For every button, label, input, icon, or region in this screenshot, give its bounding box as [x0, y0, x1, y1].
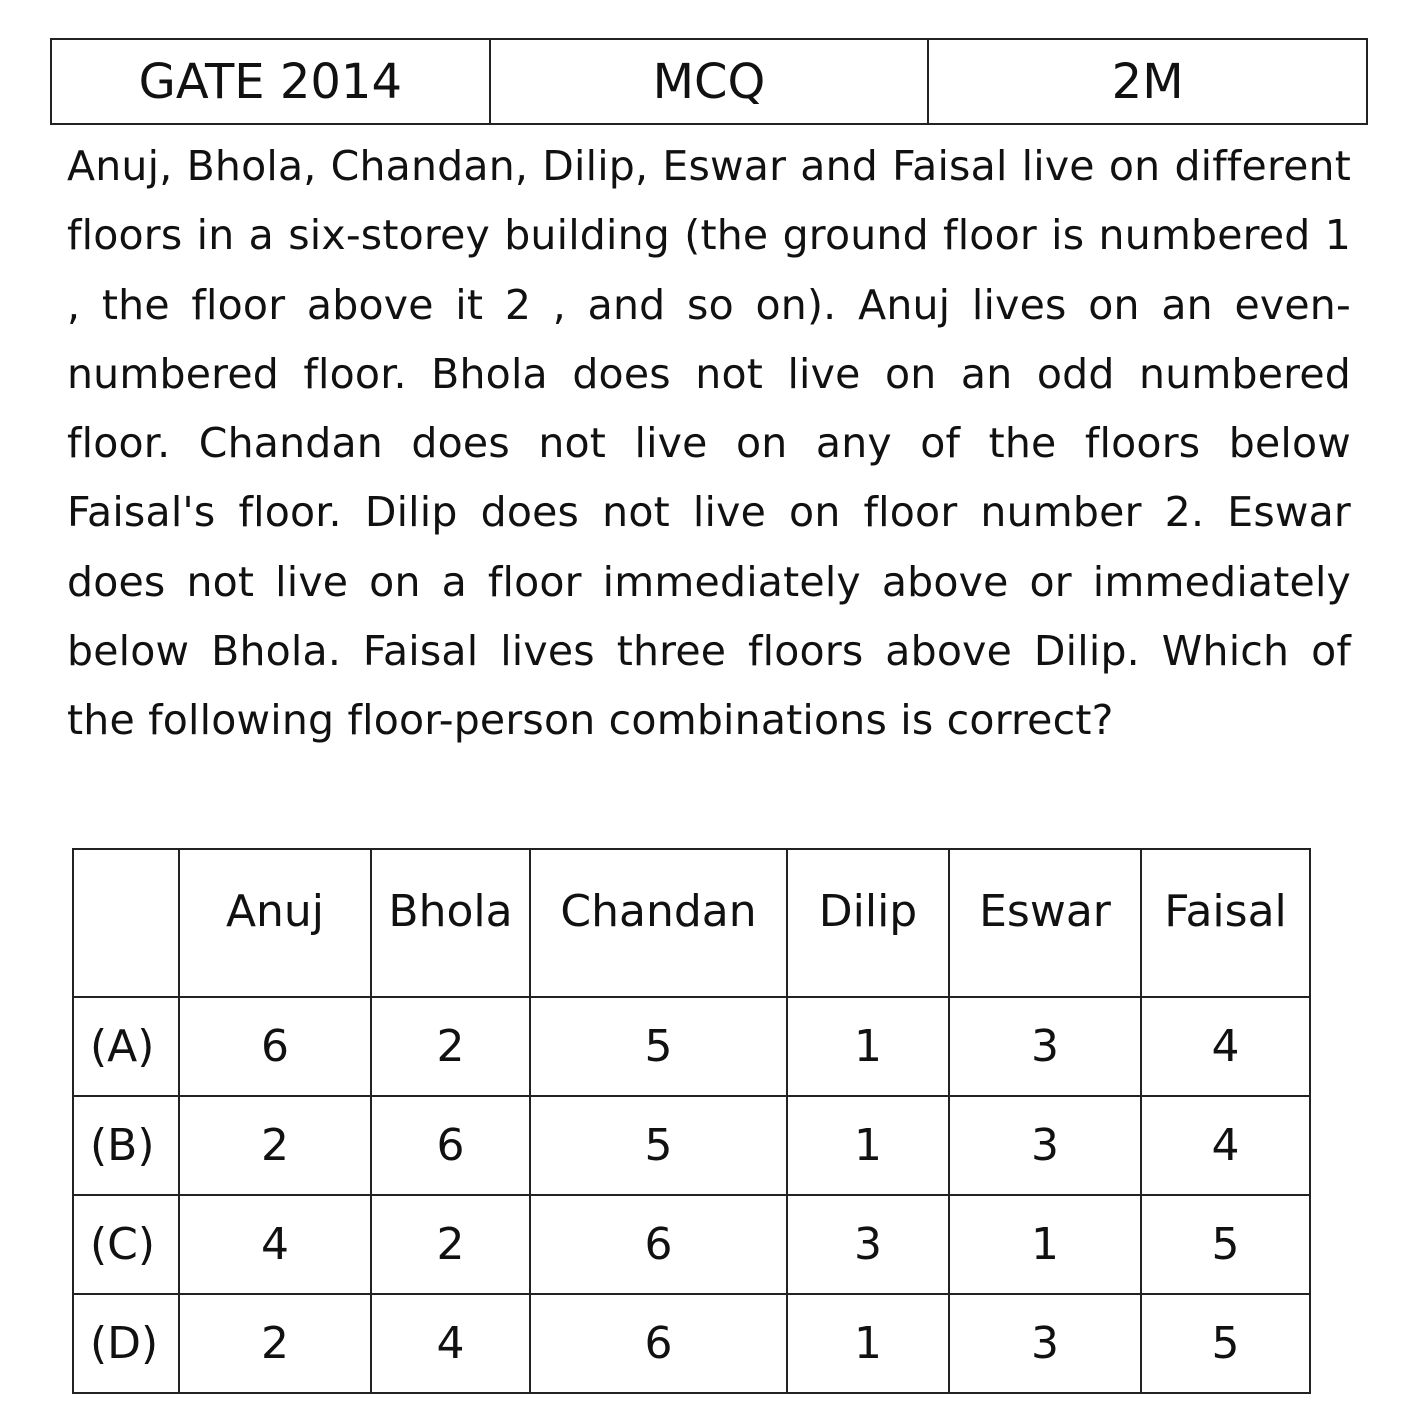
column-header-blank — [73, 849, 179, 997]
question-text: Anuj, Bhola, Chandan, Dilip, Eswar and Faisal live on different floors in a six-storey building (the ground floor is numbered 1 , the floor above it 2 , and so on). Anuj lives on an even-numbered floor. Bhola does not live on an odd numbered floor. Chandan does not live on any of the floors below Faisal's floor. Dilip does not live on floor number 2. Eswar does not live on a floor immediately above or immediately below Bhola. Faisal lives three floors above Dilip. Which of the following floor-person combinations is correct? — [67, 142, 1351, 745]
table-cell: 5 — [530, 1096, 787, 1195]
table-cell: 5 — [1141, 1195, 1310, 1294]
column-header-bhola: Bhola — [371, 849, 530, 997]
question-header — [50, 38, 1368, 125]
table-cell: 6 — [530, 1195, 787, 1294]
column-header-eswar: Eswar — [949, 849, 1141, 997]
table-cell: 4 — [1141, 997, 1310, 1096]
table-cell: 3 — [949, 1096, 1141, 1195]
option-row-b — [73, 1096, 1310, 1195]
options-header-row — [73, 849, 1310, 997]
column-header-dilip: Dilip — [787, 849, 949, 997]
table-cell: 6 — [530, 1294, 787, 1393]
table-cell: 3 — [949, 997, 1141, 1096]
options-table — [72, 848, 1311, 1394]
table-cell: 1 — [787, 997, 949, 1096]
option-label: (C) — [73, 1195, 179, 1294]
table-cell: 2 — [179, 1096, 371, 1195]
table-cell: 5 — [1141, 1294, 1310, 1393]
column-header-anuj: Anuj — [179, 849, 371, 997]
table-cell: 1 — [787, 1294, 949, 1393]
table-cell: 6 — [371, 1096, 530, 1195]
table-cell: 5 — [530, 997, 787, 1096]
option-label: (B) — [73, 1096, 179, 1195]
exam-name: GATE 2014 — [51, 39, 490, 124]
option-row-d — [73, 1294, 1310, 1393]
table-cell: 2 — [371, 997, 530, 1096]
table-cell: 2 — [179, 1294, 371, 1393]
table-cell: 1 — [787, 1096, 949, 1195]
option-label: (D) — [73, 1294, 179, 1393]
option-row-a — [73, 997, 1310, 1096]
table-cell: 4 — [371, 1294, 530, 1393]
table-cell: 4 — [1141, 1096, 1310, 1195]
table-cell: 3 — [949, 1294, 1141, 1393]
question-marks: 2M — [928, 39, 1367, 124]
option-row-c — [73, 1195, 1310, 1294]
table-cell: 3 — [787, 1195, 949, 1294]
table-cell: 4 — [179, 1195, 371, 1294]
table-cell: 1 — [949, 1195, 1141, 1294]
option-label: (A) — [73, 997, 179, 1096]
table-cell: 6 — [179, 997, 371, 1096]
question-type: MCQ — [490, 39, 929, 124]
table-cell: 2 — [371, 1195, 530, 1294]
header-row — [51, 39, 1367, 124]
column-header-faisal: Faisal — [1141, 849, 1310, 997]
column-header-chandan: Chandan — [530, 849, 787, 997]
